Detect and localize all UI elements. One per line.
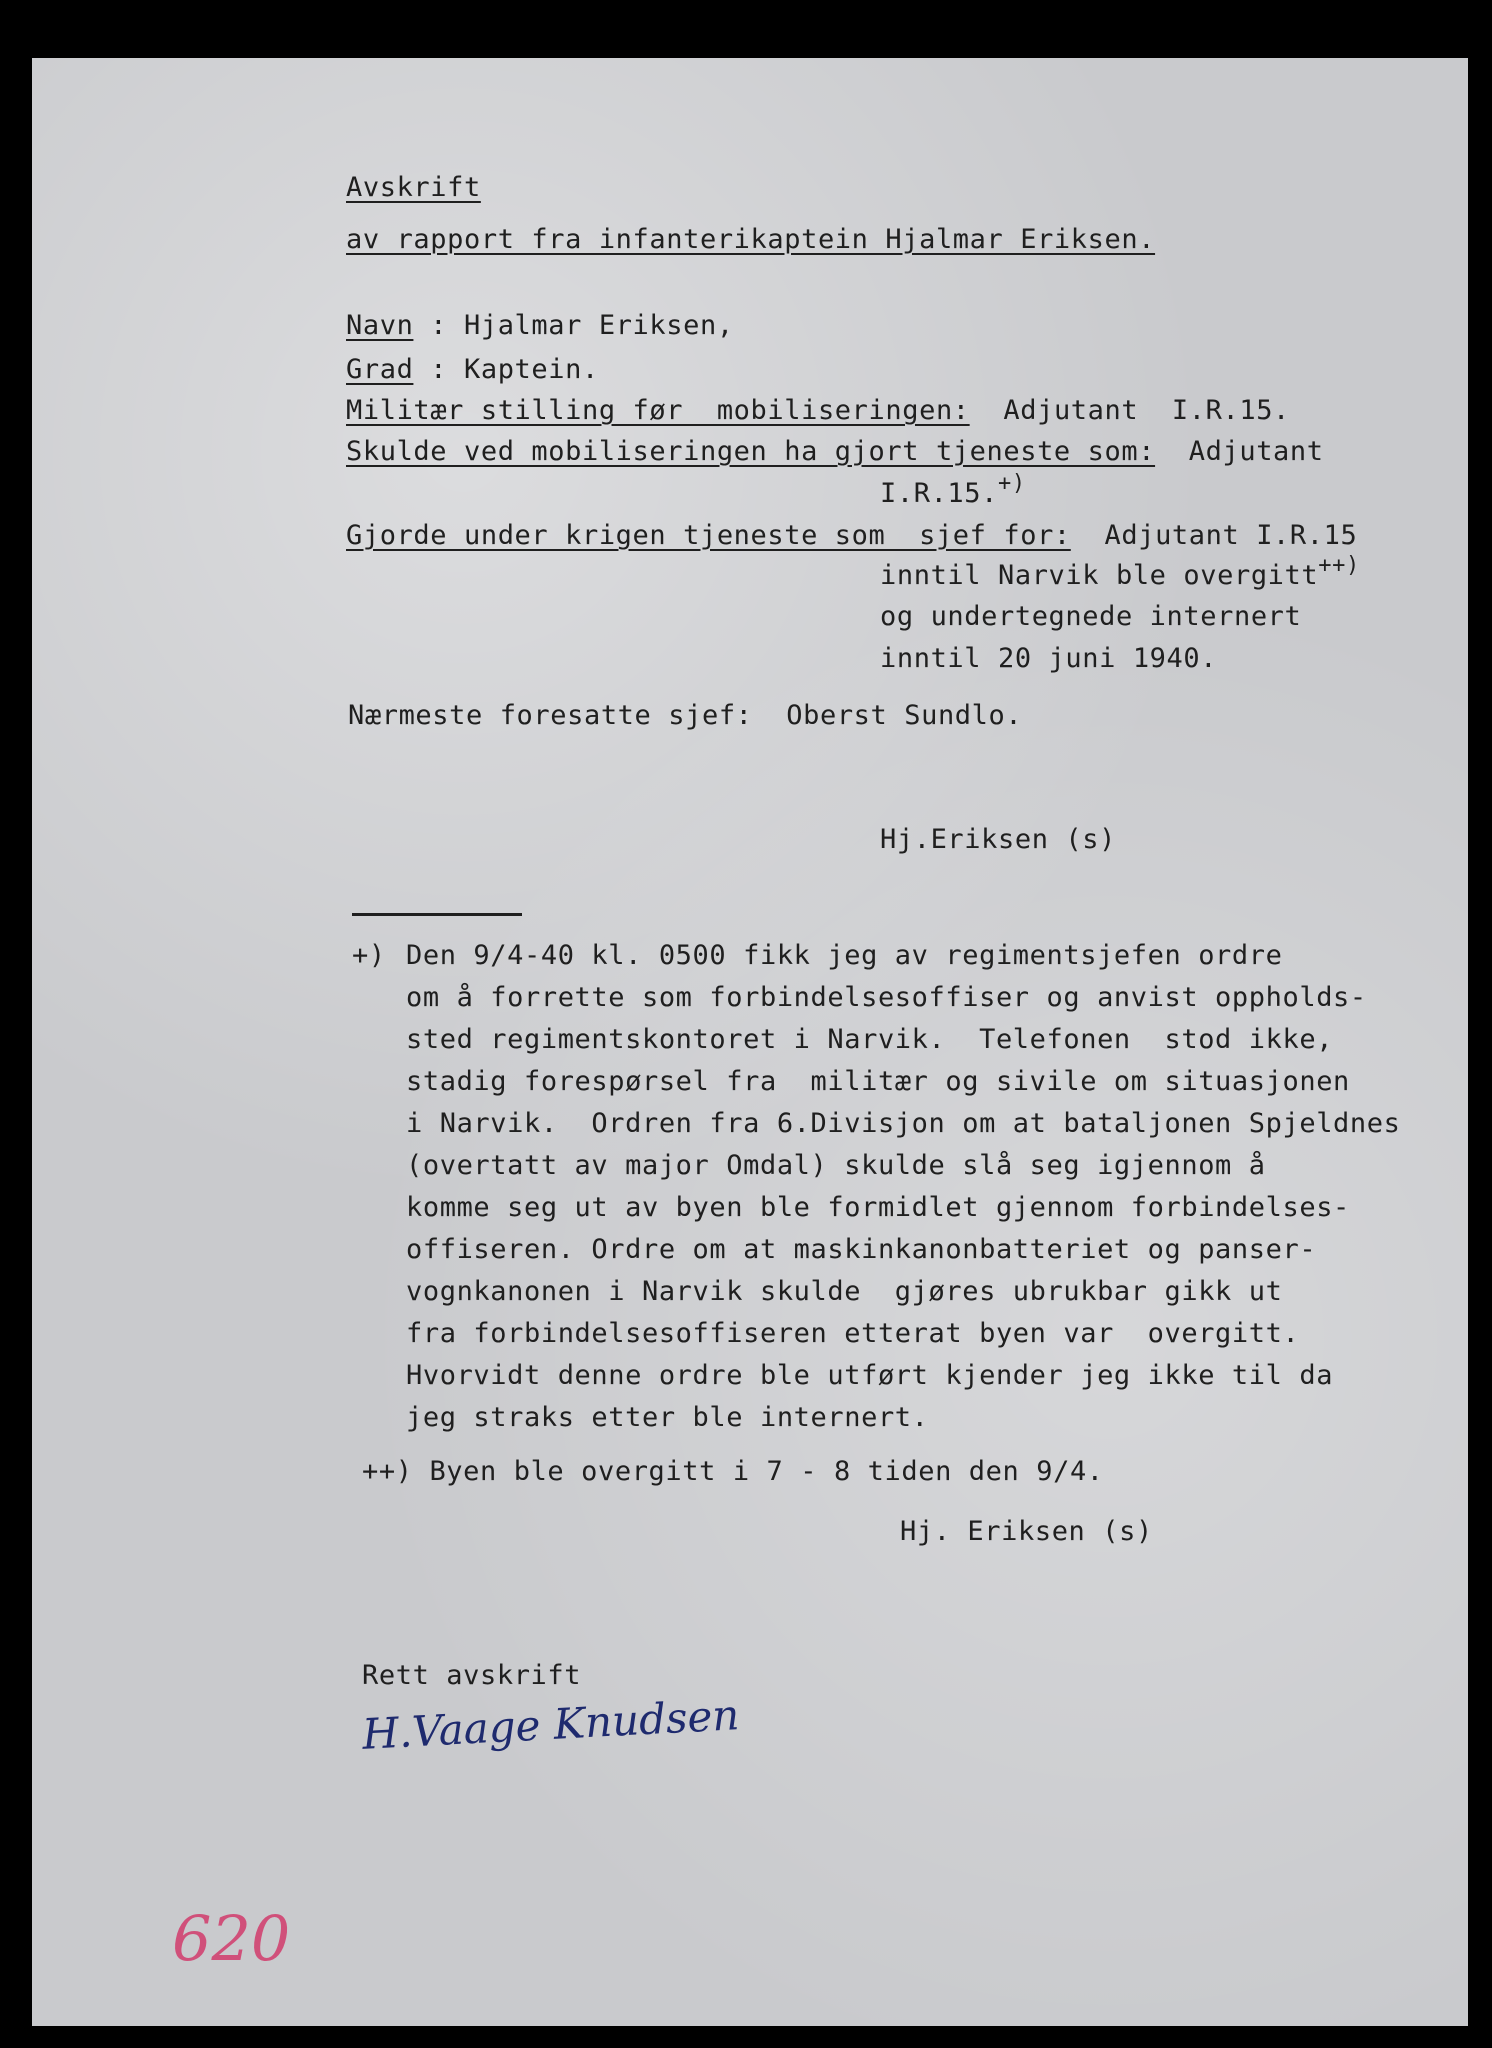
- navn-value: : Hjalmar Eriksen,: [430, 310, 734, 341]
- footnote-1-line: jeg straks etter ble internert.: [406, 1402, 929, 1433]
- skulde-label: Skulde ved mobiliseringen ha gjort tjeneste som:: [346, 436, 1156, 467]
- sjef-value: Oberst Sundlo.: [786, 700, 1023, 731]
- footnote-1-marker: +): [352, 940, 386, 971]
- gjorde-value-4: inntil 20 juni 1940.: [880, 643, 1218, 674]
- footnote-2-line: [362, 1458, 1104, 1485]
- gjorde-value-1: Adjutant I.R.15: [1104, 520, 1358, 551]
- gjorde-value-3: og undertegnede internert: [880, 601, 1302, 632]
- page-number: 620: [172, 1902, 291, 1975]
- grad-value: : Kaptein.: [430, 354, 599, 385]
- document-sheet: [32, 58, 1468, 2026]
- grad-line: [346, 356, 599, 383]
- footnote-2-text: Byen ble overgitt i 7 - 8 tiden den 9/4.: [429, 1456, 1104, 1487]
- footnote-1-line: stadig forespørsel fra militær og sivile om situasjonen: [406, 1066, 1350, 1097]
- document-title: Avskrift: [346, 172, 481, 203]
- footnote-1-line: i Narvik. Ordren fra 6.Divisjon om at bataljonen Spjeldnes: [406, 1108, 1401, 1139]
- gjorde-value-2: inntil Narvik ble overgitt++): [880, 553, 1360, 591]
- militaer-line: [346, 397, 1290, 424]
- skulde-value-cont: I.R.15.+): [880, 471, 1026, 509]
- navn-label: Navn: [346, 310, 414, 341]
- footnote-1-line: fra forbindelsesoffiseren etterat byen var overgitt.: [406, 1318, 1300, 1349]
- militaer-value: Adjutant I.R.15.: [1003, 395, 1290, 426]
- footnote-2-marker: ++): [362, 1456, 413, 1487]
- gjorde-label: Gjorde under krigen tjeneste som sjef for:: [346, 520, 1071, 551]
- footnote-1-line: vognkanonen i Narvik skulde gjøres ubrukbar gikk ut: [406, 1276, 1283, 1307]
- footnote-divider: [352, 913, 522, 916]
- gjorde-line: [346, 522, 1357, 549]
- typed-signature-1: Hj.Eriksen (s): [880, 824, 1116, 855]
- footnote-1-line: komme seg ut av byen ble formidlet gjennom forbindelses-: [406, 1192, 1350, 1223]
- sjef-label: Nærmeste foresatte sjef:: [348, 700, 753, 731]
- document-subtitle: av rapport fra infanterikaptein Hjalmar Eriksen.: [346, 224, 1156, 255]
- typed-signature-2: Hj. Eriksen (s): [900, 1516, 1153, 1547]
- skulde-value: Adjutant: [1188, 436, 1324, 467]
- skulde-line: [346, 438, 1324, 465]
- handwritten-signature: H.Vaage Knudsen: [360, 1690, 741, 1759]
- sjef-line: [348, 702, 1022, 729]
- footnote-marker-1: +): [998, 471, 1026, 496]
- footnote-1-line: om å forrette som forbindelsesoffiser og anvist oppholds-: [406, 982, 1367, 1013]
- footnote-1-line: offiseren. Ordre om at maskinkanonbatteriet og panser-: [406, 1234, 1317, 1265]
- grad-label: Grad: [346, 354, 414, 385]
- navn-line: [346, 312, 734, 339]
- militaer-label: Militær stilling før mobiliseringen:: [346, 395, 970, 426]
- certification-text: Rett avskrift: [362, 1660, 582, 1691]
- footnote-1-line: Hvorvidt denne ordre ble utført kjender jeg ikke til da: [406, 1360, 1334, 1391]
- footnote-marker-2: ++): [1318, 553, 1360, 578]
- footnote-1-line: (overtatt av major Omdal) skulde slå seg igjennom å: [406, 1150, 1266, 1181]
- footnote-1-line: Den 9/4-40 kl. 0500 fikk jeg av regimentsjefen ordre: [406, 940, 1283, 971]
- footnote-1-line: sted regimentskontoret i Narvik. Telefonen stod ikke,: [406, 1024, 1334, 1055]
